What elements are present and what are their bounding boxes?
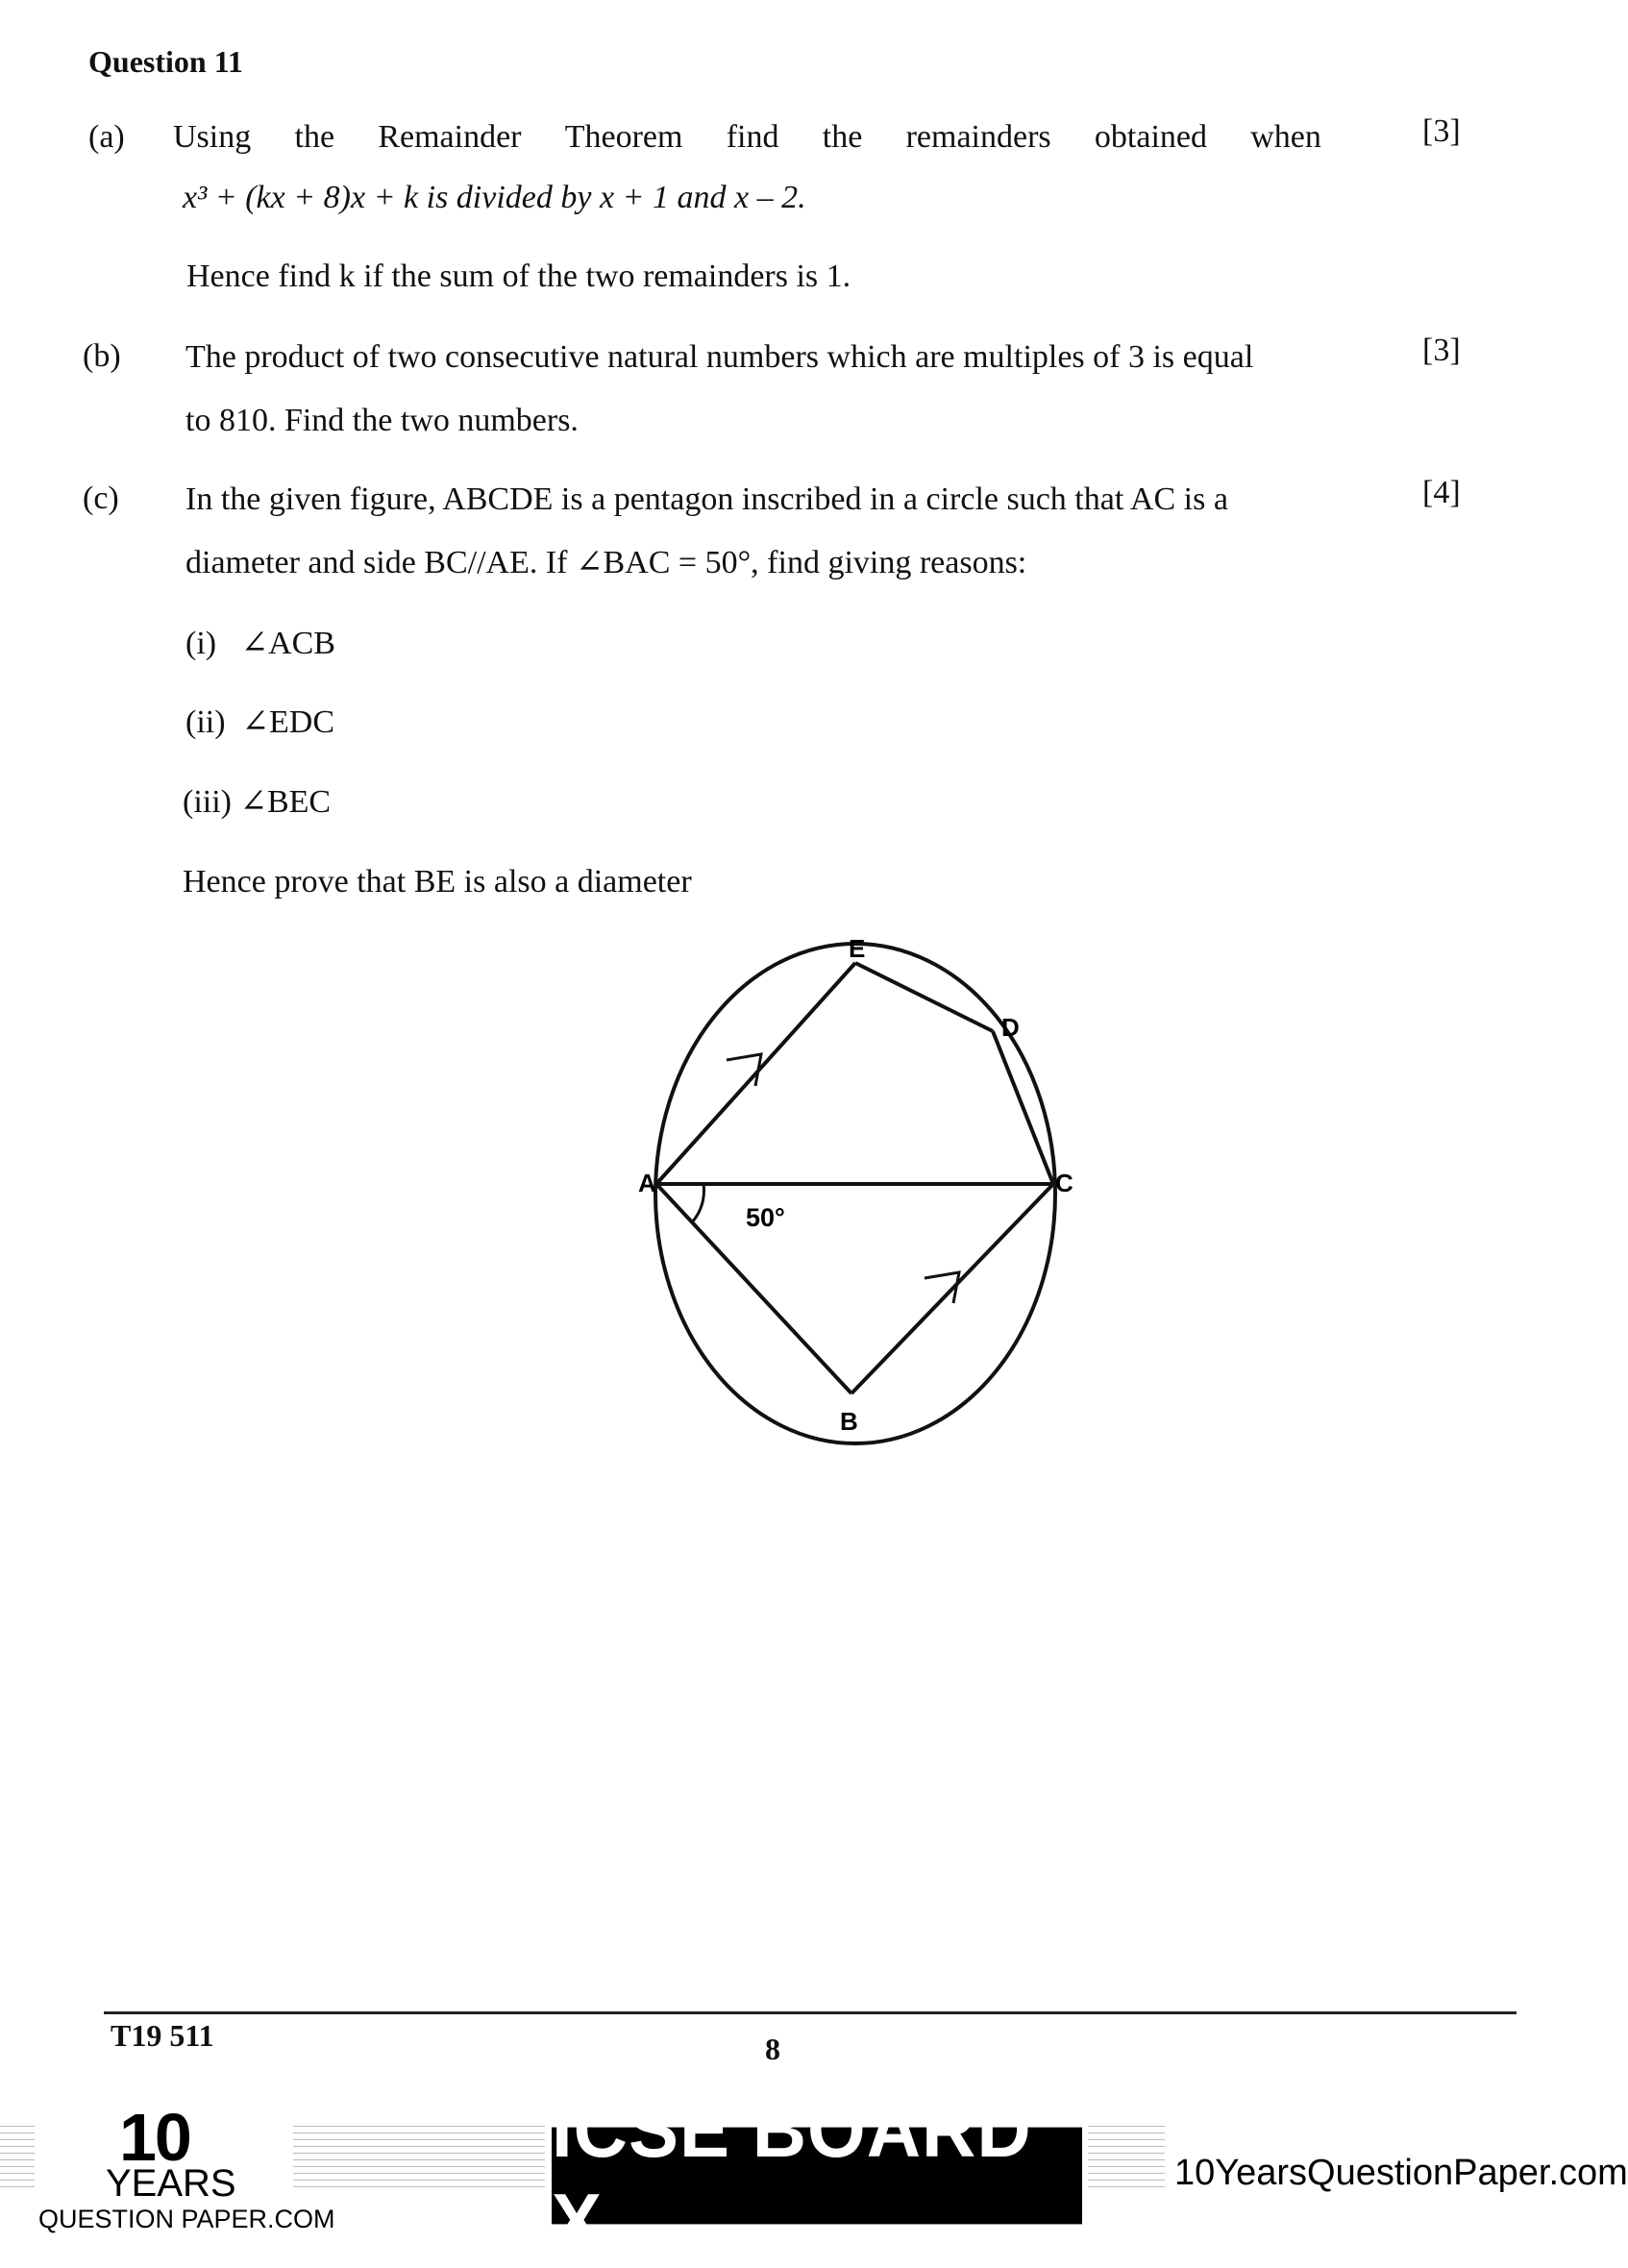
vertex-label-b: B bbox=[840, 1407, 858, 1436]
site-url: 10YearsQuestionPaper.com bbox=[1174, 2153, 1628, 2193]
part-c-conclusion: Hence prove that BE is also a diameter bbox=[183, 864, 692, 900]
part-c-line-2: diameter and side BC//AE. If ∠BAC = 50°, find giving reasons: bbox=[185, 545, 1027, 580]
part-b-marks: [3] bbox=[1422, 333, 1461, 368]
part-a-marks: [3] bbox=[1422, 113, 1461, 149]
vertex-label-c: C bbox=[1055, 1169, 1073, 1197]
logo-subtitle: QUESTION PAPER.COM bbox=[38, 2205, 335, 2233]
part-a-line-2: x³ + (kx + 8)x + k is divided by x + 1 and x – 2. bbox=[183, 180, 806, 215]
footer-rule bbox=[104, 2011, 1517, 2014]
vertex-label-a: A bbox=[638, 1169, 656, 1197]
side-ed bbox=[855, 963, 993, 1031]
decor-stripes-mid-left bbox=[293, 2126, 545, 2193]
parallel-arrow-ae bbox=[727, 1054, 761, 1086]
angle-arc-bac bbox=[692, 1184, 703, 1222]
word: Theorem bbox=[564, 119, 683, 155]
side-ae bbox=[656, 963, 855, 1184]
part-c-line-1: In the given figure, ABCDE is a pentagon inscribed in a circle such that AC is a bbox=[185, 481, 1228, 517]
part-b-label: (b) bbox=[83, 338, 121, 374]
word: Remainder bbox=[378, 119, 522, 155]
vertex-label-d: D bbox=[1001, 1013, 1020, 1042]
part-a-line-1 bbox=[173, 119, 1321, 156]
decor-stripes-mid-right bbox=[1088, 2126, 1165, 2193]
word: find bbox=[726, 119, 779, 155]
page-number: 8 bbox=[765, 2032, 780, 2066]
part-c-item-ii: (ii) ∠EDC bbox=[185, 704, 335, 740]
part-b-line-1: The product of two consecutive natural numbers which are multiples of 3 is equal bbox=[185, 339, 1254, 375]
circle bbox=[655, 944, 1055, 1443]
logo-number: 10 bbox=[119, 2100, 190, 2175]
angle-label: 50° bbox=[746, 1203, 785, 1232]
part-a-line-3: Hence find k if the sum of the two remainders is 1. bbox=[186, 259, 851, 294]
part-a-label: (a) bbox=[88, 119, 125, 155]
logo-years: YEARS bbox=[106, 2162, 236, 2205]
paper-code: T19 511 bbox=[111, 2018, 214, 2053]
word: when bbox=[1250, 119, 1321, 155]
board-banner: ICSE BOARD X bbox=[552, 2128, 1082, 2225]
pentagon-in-circle-figure bbox=[615, 923, 1076, 1442]
word: remainders bbox=[905, 119, 1051, 155]
part-c-label: (c) bbox=[83, 481, 119, 516]
part-c-item-i: (i) ∠ACB bbox=[185, 626, 335, 661]
part-c-item-iii: (iii) ∠BEC bbox=[183, 784, 332, 820]
vertex-label-e: E bbox=[849, 934, 866, 963]
part-b-line-2: to 810. Find the two numbers. bbox=[185, 403, 579, 438]
part-c-marks: [4] bbox=[1422, 475, 1461, 510]
word: Using bbox=[173, 119, 252, 155]
decor-stripes-left bbox=[0, 2126, 35, 2193]
word: the bbox=[294, 119, 335, 155]
question-title: Question 11 bbox=[88, 44, 243, 79]
word: obtained bbox=[1094, 119, 1207, 155]
word: the bbox=[822, 119, 863, 155]
side-bc bbox=[851, 1184, 1053, 1393]
